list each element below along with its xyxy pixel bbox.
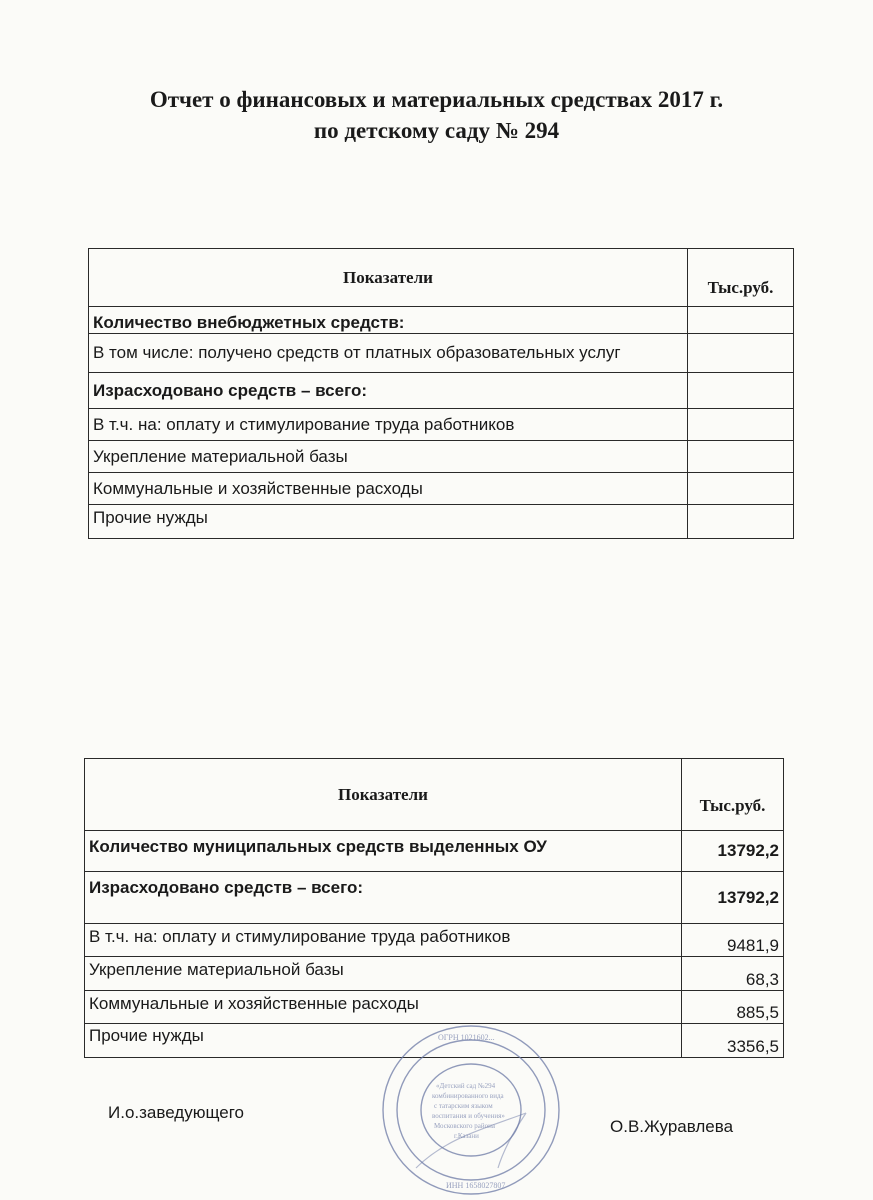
organization-stamp-icon xyxy=(376,1018,566,1198)
table-row xyxy=(89,505,794,539)
row-value xyxy=(688,307,794,334)
row-label: Израсходовано средств – всего: xyxy=(89,373,688,409)
svg-text:г.Казани: г.Казани xyxy=(454,1132,479,1140)
table-row xyxy=(89,334,794,373)
header-thousand-rub: Тыс.руб. xyxy=(688,249,794,307)
row-label: Израсходовано средств – всего: xyxy=(85,872,682,924)
svg-text:комбинированного вида: комбинированного вида xyxy=(432,1092,504,1100)
table-header-row xyxy=(85,759,784,831)
row-value: 3356,5 xyxy=(682,1024,784,1058)
extrabudget-table xyxy=(88,248,794,539)
svg-text:Московского района: Московского района xyxy=(434,1122,495,1130)
stamp-ogrn: ОГРН 1021602... xyxy=(438,1033,495,1042)
municipal-table xyxy=(84,758,784,1058)
row-value: 885,5 xyxy=(682,991,784,1024)
row-label: Коммунальные и хозяйственные расходы xyxy=(85,991,682,1024)
row-value: 13792,2 xyxy=(682,831,784,872)
report-title xyxy=(0,84,873,146)
row-label: В т.ч. на: оплату и стимулирование труда работников xyxy=(89,409,688,441)
table-row xyxy=(89,373,794,409)
row-label: Укрепление материальной базы xyxy=(89,441,688,473)
row-value xyxy=(688,505,794,539)
title-line-2: по детскому саду № 294 xyxy=(313,118,560,143)
table-header-row xyxy=(89,249,794,307)
row-label: В том числе: получено средств от платных образовательных услуг xyxy=(89,334,688,373)
row-value xyxy=(688,441,794,473)
row-value: 68,3 xyxy=(682,957,784,991)
row-label: В т.ч. на: оплату и стимулирование труда работников xyxy=(85,924,682,957)
row-label: Прочие нужды xyxy=(85,1024,682,1058)
table-row xyxy=(85,831,784,872)
table-row xyxy=(89,409,794,441)
row-label: Количество внебюджетных средств: xyxy=(89,307,688,334)
row-value xyxy=(688,334,794,373)
row-label: Укрепление материальной базы xyxy=(85,957,682,991)
stamp-inn: ИНН 1658027807 xyxy=(446,1181,506,1190)
row-label: Количество муниципальных средств выделенных ОУ xyxy=(85,831,682,872)
table-row xyxy=(85,872,784,924)
row-value xyxy=(688,373,794,409)
table-row xyxy=(89,441,794,473)
svg-text:воспитания и обучения»: воспитания и обучения» xyxy=(432,1112,505,1120)
row-value xyxy=(688,409,794,441)
row-value: 9481,9 xyxy=(682,924,784,957)
table-row xyxy=(89,307,794,334)
svg-text:«Детский сад №294: «Детский сад №294 xyxy=(436,1082,496,1090)
signature-position: И.о.заведующего xyxy=(108,1103,244,1122)
table-row xyxy=(89,473,794,505)
header-thousand-rub: Тыс.руб. xyxy=(682,759,784,831)
row-value: 13792,2 xyxy=(682,872,784,924)
signature-name: О.В.Журавлева xyxy=(610,1117,734,1136)
header-indicators: Показатели xyxy=(89,249,688,307)
row-value xyxy=(688,473,794,505)
table-row xyxy=(85,957,784,991)
row-label: Прочие нужды xyxy=(89,505,688,539)
header-indicators: Показатели xyxy=(85,759,682,831)
row-label: Коммунальные и хозяйственные расходы xyxy=(89,473,688,505)
svg-text:с татарским языком: с татарским языком xyxy=(434,1102,493,1110)
table-row xyxy=(85,924,784,957)
title-line-1: Отчет о финансовых и материальных средствах 2017 г. xyxy=(149,87,724,112)
